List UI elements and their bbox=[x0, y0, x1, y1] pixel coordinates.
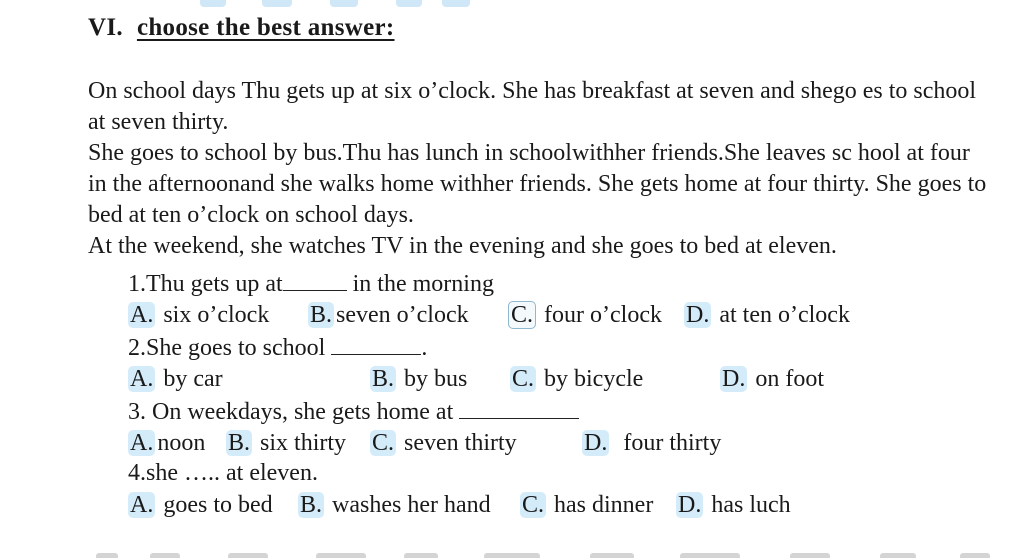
option-letter: B. bbox=[228, 430, 251, 456]
option-letter: A. bbox=[130, 430, 154, 456]
question-2 bbox=[128, 332, 427, 363]
option-text: goes to bed bbox=[157, 492, 273, 518]
option-4b[interactable] bbox=[298, 490, 491, 520]
option-text: by bicycle bbox=[538, 366, 644, 392]
option-text: on foot bbox=[749, 366, 825, 392]
option-letter: B. bbox=[300, 492, 323, 518]
option-1d[interactable] bbox=[684, 300, 850, 330]
answer-blank[interactable] bbox=[331, 332, 421, 355]
passage-paragraph: On school days Thu gets up at six o’clock. She has breakfast at seven and shego es to school at seven thirty. bbox=[88, 78, 977, 135]
question-text: 3. On weekdays, she gets home at bbox=[128, 399, 460, 425]
option-2d[interactable] bbox=[720, 364, 824, 394]
reading-passage bbox=[88, 76, 988, 262]
question-text: . bbox=[421, 335, 428, 361]
option-3b[interactable] bbox=[226, 428, 346, 458]
option-text: washes her hand bbox=[326, 492, 491, 518]
question-text: 4.she ….. at eleven. bbox=[128, 460, 318, 486]
question-4 bbox=[128, 458, 318, 488]
option-letter: D. bbox=[686, 302, 710, 328]
option-3d[interactable] bbox=[582, 428, 721, 458]
option-text: four o’clock bbox=[538, 302, 662, 328]
option-letter: D. bbox=[678, 492, 702, 518]
option-letter: C. bbox=[512, 366, 535, 392]
option-letter: A. bbox=[130, 492, 154, 518]
option-4d[interactable] bbox=[676, 490, 791, 520]
option-letter: B. bbox=[372, 366, 395, 392]
bottom-cropped-marks bbox=[0, 550, 1024, 558]
option-letter: B. bbox=[310, 302, 333, 328]
option-2a[interactable] bbox=[128, 364, 223, 394]
option-text: seven thirty bbox=[398, 430, 517, 456]
option-text: six o’clock bbox=[157, 302, 270, 328]
option-text: six thirty bbox=[254, 430, 347, 456]
option-3c[interactable] bbox=[370, 428, 517, 458]
option-text: has dinner bbox=[548, 492, 654, 518]
question-text: in the morning bbox=[346, 271, 494, 297]
section-heading bbox=[88, 14, 395, 42]
option-letter: C. bbox=[522, 492, 545, 518]
section-title: choose the best answer: bbox=[136, 14, 395, 41]
option-letter: A. bbox=[130, 366, 154, 392]
option-text: by bus bbox=[398, 366, 468, 392]
option-letter: A. bbox=[130, 302, 154, 328]
option-1a[interactable] bbox=[128, 300, 269, 330]
option-text: four thirty bbox=[611, 430, 722, 456]
option-2c[interactable] bbox=[510, 364, 643, 394]
option-1b[interactable] bbox=[308, 300, 469, 330]
option-text: noon bbox=[157, 430, 206, 456]
question-1 bbox=[128, 268, 494, 299]
passage-paragraph: She goes to school by bus.Thu has lunch in schoolwithher friends.She leaves sc hool at four in the afternoonand she walks home withher friends. She gets home at four thirty. She goes to bed at ten o’clock on school days. bbox=[88, 140, 987, 228]
option-letter: C. bbox=[372, 430, 395, 456]
option-text: seven o’clock bbox=[336, 302, 469, 328]
option-text: by car bbox=[157, 366, 223, 392]
answer-blank[interactable] bbox=[459, 396, 579, 419]
option-text: at ten o’clock bbox=[713, 302, 850, 328]
option-3a[interactable] bbox=[128, 428, 205, 458]
question-text: 2.She goes to school bbox=[128, 335, 332, 361]
passage-paragraph: At the weekend, she watches TV in the evening and she goes to bed at eleven. bbox=[88, 233, 837, 259]
section-number: VI. bbox=[88, 14, 123, 41]
option-letter: D. bbox=[584, 430, 608, 456]
option-4c[interactable] bbox=[520, 490, 653, 520]
option-4a[interactable] bbox=[128, 490, 273, 520]
option-text: has luch bbox=[705, 492, 791, 518]
question-text: 1.Thu gets up at bbox=[128, 271, 283, 297]
option-2b[interactable] bbox=[370, 364, 467, 394]
option-letter: C. bbox=[508, 301, 536, 329]
option-letter: D. bbox=[722, 366, 746, 392]
answer-blank[interactable] bbox=[283, 268, 347, 291]
question-3 bbox=[128, 396, 579, 427]
option-1c[interactable] bbox=[508, 300, 662, 330]
top-cropped-marks bbox=[0, 0, 1024, 10]
